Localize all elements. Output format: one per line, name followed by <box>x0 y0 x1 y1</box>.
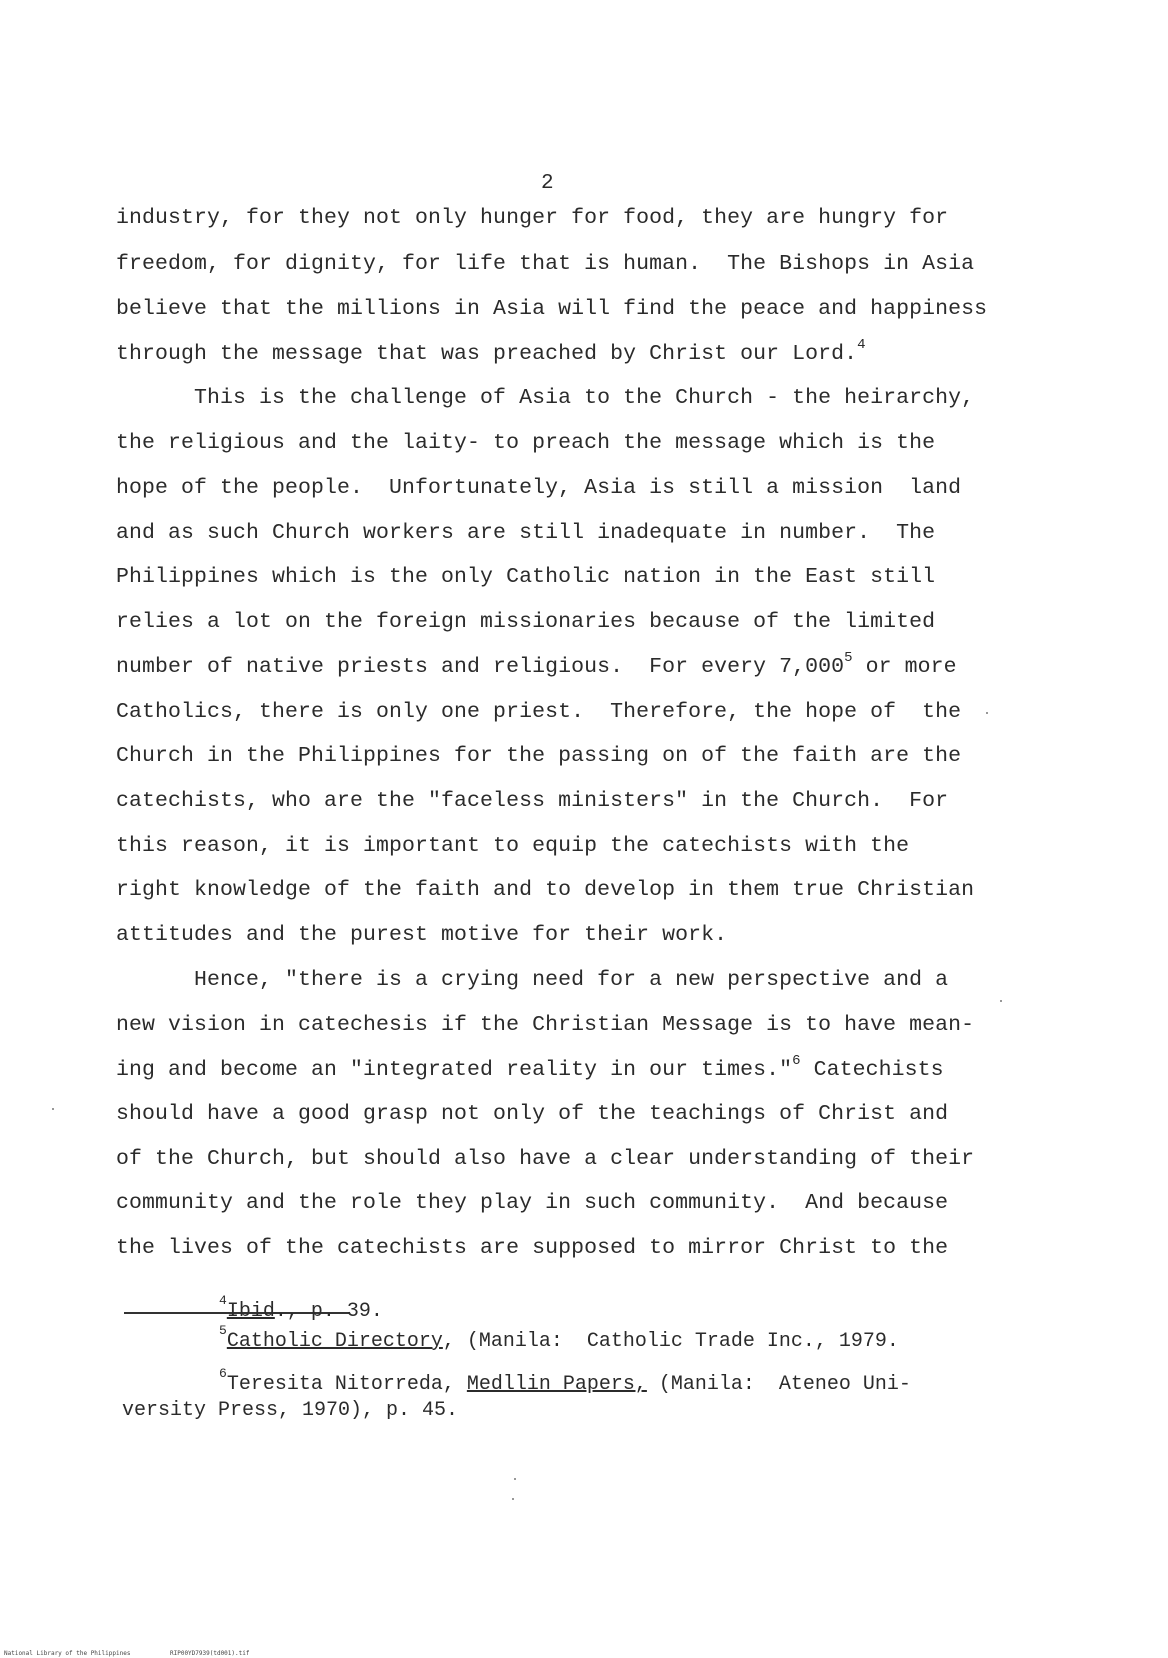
body-line: Church in the Philippines for the passing on of the faith are the <box>116 744 962 768</box>
footnote-text: Teresita Nitorreda, <box>226 1373 467 1396</box>
body-line-text: number of native priests and religious. For every 7,000 <box>116 655 845 679</box>
body-line: should have a good grasp not only of the teachings of Christ and <box>116 1102 949 1126</box>
footnote-6-continuation: versity Press, 1970), p. 45. <box>122 1399 459 1422</box>
body-line <box>116 649 957 679</box>
body-line: industry, for they not only hunger for food, they are hungry for <box>116 206 949 230</box>
body-line: catechists, who are the "faceless ministers" in the Church. For <box>116 789 949 813</box>
body-line: freedom, for dignity, for life that is human. The Bishops in Asia <box>116 252 975 276</box>
footnote-6 <box>219 1366 911 1396</box>
body-line: the lives of the catechists are supposed to mirror Christ to the <box>116 1236 949 1260</box>
footnote-title: Catholic Directory <box>226 1330 443 1353</box>
body-line: Philippines which is the only Catholic nation in the East still <box>116 565 936 589</box>
body-line: attitudes and the purest motive for their work. <box>116 923 728 947</box>
body-line-text: ing and become an "integrated reality in our times." <box>116 1058 793 1082</box>
body-line: and as such Church workers are still inadequate in number. The <box>116 521 936 545</box>
scan-speck <box>986 712 988 714</box>
footnote-text: , (Manila: Catholic Trade Inc., 1979. <box>442 1330 899 1353</box>
body-line: new vision in catechesis if the Christian Message is to have mean- <box>116 1013 975 1037</box>
footnote-title: Ibid <box>226 1300 275 1323</box>
body-line-tail: Catechists <box>800 1058 944 1082</box>
body-line: believe that the millions in Asia will find the peace and happiness <box>116 297 988 321</box>
footnote-5 <box>219 1323 899 1353</box>
body-line: community and the role they play in such community. And because <box>116 1191 949 1215</box>
body-line <box>116 336 866 366</box>
footnote-text: ., p. 39. <box>274 1300 383 1323</box>
body-line: the religious and the laity- to preach the message which is the <box>116 431 936 455</box>
footnote-4 <box>219 1293 383 1323</box>
scan-footer-left: National Library of the Philippines <box>4 1650 131 1657</box>
scan-speck <box>52 1108 54 1110</box>
body-line: hope of the people. Unfortunately, Asia is still a mission land <box>116 476 962 500</box>
scan-speck <box>512 1498 514 1500</box>
footnote-ref-6: 6 <box>792 1052 801 1069</box>
scan-speck <box>514 1478 516 1480</box>
body-line: relies a lot on the foreign missionaries because of the limited <box>116 610 936 634</box>
body-line-tail: or more <box>852 655 957 679</box>
scan-footer-right: RIP00YD7939(td001).tif <box>170 1650 250 1657</box>
footnote-mark: 5 <box>219 1323 227 1339</box>
body-line: This is the challenge of Asia to the Church - the heirarchy, <box>116 386 975 410</box>
footnote-text: (Manila: Ateneo Uni- <box>646 1373 911 1396</box>
body-line-text: through the message that was preached by Christ our Lord. <box>116 342 858 366</box>
body-line: right knowledge of the faith and to develop in them true Christian <box>116 878 975 902</box>
footnote-mark: 6 <box>219 1366 227 1382</box>
footnote-ref-4: 4 <box>857 336 866 353</box>
footnote-title: Medllin Papers, <box>466 1373 647 1396</box>
body-line: of the Church, but should also have a clear understanding of their <box>116 1147 975 1171</box>
scan-speck <box>1000 1000 1002 1002</box>
footnote-ref-5: 5 <box>844 649 853 666</box>
body-line <box>116 1052 944 1082</box>
page-number: 2 <box>541 172 554 195</box>
body-line: Catholics, there is only one priest. Therefore, the hope of the <box>116 700 962 724</box>
body-line: this reason, it is important to equip the catechists with the <box>116 834 910 858</box>
body-line: Hence, "there is a crying need for a new perspective and a <box>116 968 949 992</box>
footnote-mark: 4 <box>219 1293 227 1309</box>
